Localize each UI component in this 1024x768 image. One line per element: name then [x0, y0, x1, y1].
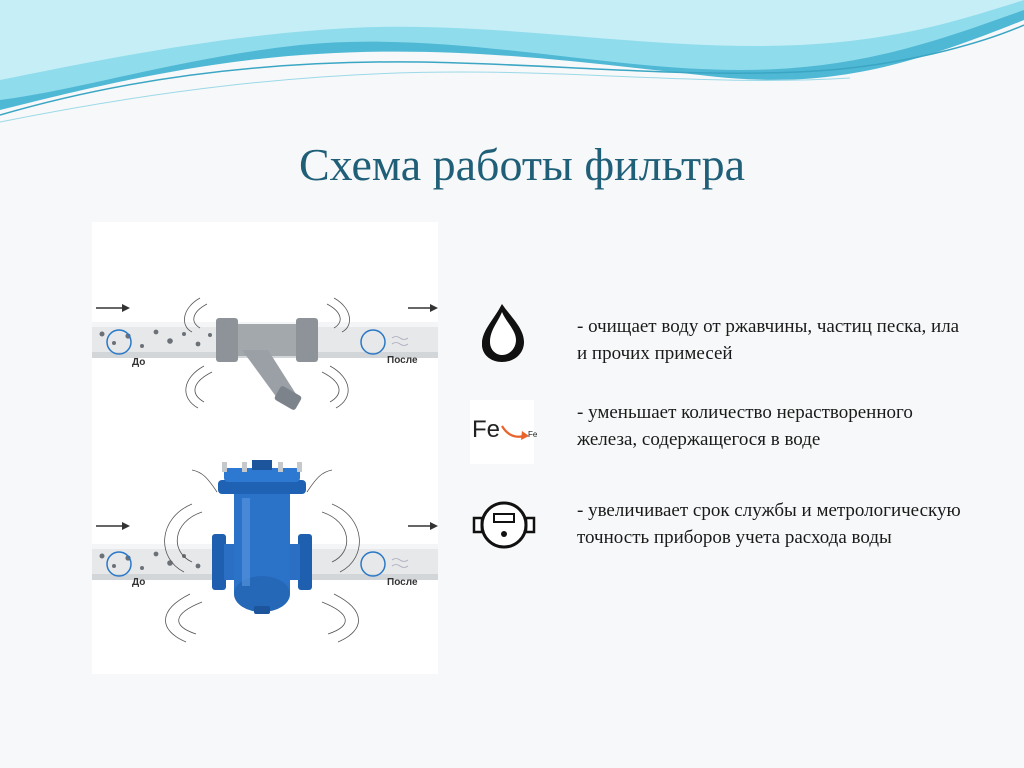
- fe-small-text: Fe: [528, 430, 538, 439]
- flow-arrow-left-bottom: [96, 522, 130, 530]
- iron-reduction-icon: [470, 400, 538, 464]
- y-strainer: [216, 318, 318, 411]
- water-drop-icon: [472, 300, 536, 364]
- label-before-bottom: До: [132, 577, 146, 588]
- flow-arrow-left-top: [96, 304, 130, 312]
- fe-big-text: Fe: [472, 416, 501, 443]
- water-meter-icon: [472, 492, 536, 556]
- header-wave-decoration: [0, 0, 1024, 130]
- basket-filter: [212, 460, 312, 614]
- pipe-diagrams: [92, 222, 438, 674]
- feature-text-2: - уменьшает количество нерастворенного железа, содержащегося в воде: [577, 402, 913, 450]
- filter-diagram: [92, 222, 438, 674]
- arrow-icon: [500, 422, 530, 442]
- feature-text-3: - увеличивает срок службы и метрологическую точность приборов учета расхода воды: [577, 500, 961, 548]
- label-after-top: После: [387, 355, 418, 366]
- slide-title: Схема работы фильтра: [298, 139, 746, 190]
- flow-arrow-right-bottom: [408, 522, 438, 530]
- label-after-bottom: После: [387, 577, 418, 588]
- flow-arrow-right-top: [408, 304, 438, 312]
- label-before-top: До: [132, 357, 146, 368]
- feature-text-1: - очищает воду от ржавчины, частиц песка, ила и прочих примесей: [577, 316, 960, 364]
